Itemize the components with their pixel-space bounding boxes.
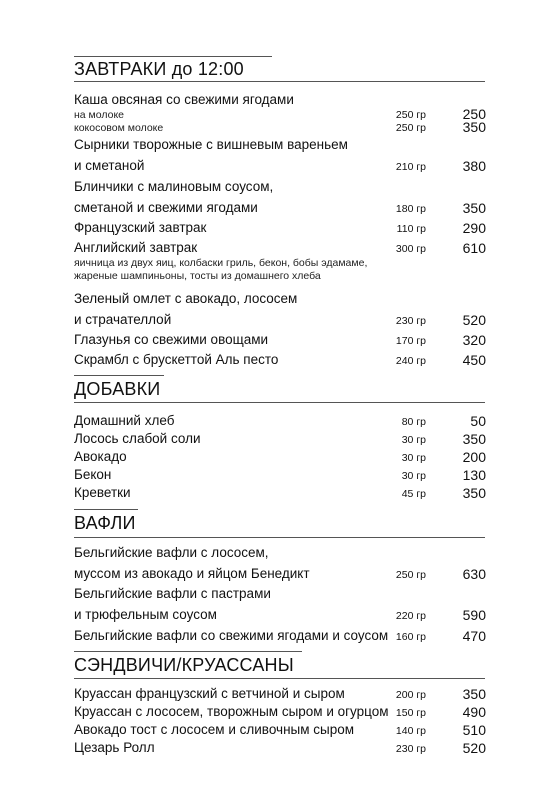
- menu-item-price: 510: [462, 722, 486, 738]
- menu-item-price: 350: [462, 200, 486, 216]
- menu-item-name: кокосовом молоке: [74, 122, 164, 134]
- menu-item-name: Круассан французский с ветчиной и сыром: [74, 686, 345, 701]
- section-title-breakfast: ЗАВТРАКИ до 12:00: [74, 59, 244, 79]
- menu-item-name: Скрамбл с брускеттой Аль песто: [74, 352, 279, 367]
- section-rule-top-sandwiches: [74, 651, 302, 652]
- menu-item-weight: 230 гр: [395, 315, 426, 327]
- menu-item-name: Бельгийские вафли со свежими ягодами и соусом: [74, 628, 389, 643]
- menu-item-price: 350: [462, 686, 486, 702]
- menu-item-name: Глазунья со свежими овощами: [74, 332, 269, 347]
- section-rule-top-extras: [74, 375, 164, 376]
- menu-item-price: 350: [462, 485, 486, 501]
- menu-item-description: жареные шампиньоны, тосты из домашнего хлеба: [74, 270, 321, 282]
- menu-item-name: Лосось слабой соли: [74, 431, 201, 446]
- section-rule-bottom-extras: [74, 402, 485, 403]
- section-title-sandwiches: СЭНДВИЧИ/КРУАССАНЫ: [74, 655, 294, 675]
- menu-item-name: Сырники творожные с вишневым вареньем: [74, 137, 348, 152]
- menu-item-price: 290: [462, 220, 486, 236]
- section-rule-top-breakfast: [74, 56, 272, 57]
- menu-item-price: 380: [462, 158, 486, 174]
- menu-item-name: Бельгийские вафли с лососем,: [74, 545, 269, 560]
- menu-item-price: 590: [462, 607, 486, 623]
- menu-item-name: Бельгийские вафли с пастрами: [74, 586, 271, 601]
- menu-item-name: муссом из авокадо и яйцом Бенедикт: [74, 566, 310, 581]
- menu-item-weight: 250 гр: [395, 569, 426, 581]
- menu-item-weight: 200 гр: [395, 689, 426, 701]
- menu-item-price: 520: [462, 740, 486, 756]
- menu-item-price: 350: [462, 431, 486, 447]
- menu-item-name: и сметаной: [74, 158, 145, 173]
- menu-item-weight: 30 гр: [401, 452, 426, 464]
- menu-item-name: Бекон: [74, 467, 112, 482]
- menu-item-name: Авокадо тост с лососем и сливочным сыром: [74, 722, 355, 737]
- menu-item-weight: 180 гр: [395, 203, 426, 215]
- menu-item-price: 490: [462, 704, 486, 720]
- menu-item-weight: 250 гр: [395, 122, 426, 134]
- menu-item-name: на молоке: [74, 109, 125, 121]
- menu-item-description: яичница из двух яиц, колбаски гриль, бекон, бобы эдамаме,: [74, 257, 368, 269]
- section-rule-bottom-breakfast: [74, 81, 485, 82]
- menu-item-weight: 140 гр: [395, 725, 426, 737]
- menu-item-price: 470: [462, 628, 486, 644]
- menu-item-weight: 30 гр: [401, 434, 426, 446]
- menu-item-name: и трюфельным соусом: [74, 607, 217, 622]
- menu-item-weight: 210 гр: [395, 161, 426, 173]
- section-rule-bottom-sandwiches: [74, 678, 485, 679]
- section-rule-top-waffles: [74, 509, 138, 510]
- menu-item-name: Креветки: [74, 485, 131, 500]
- section-title-extras: ДОБАВКИ: [74, 379, 161, 399]
- menu-item-name: сметаной и свежими ягодами: [74, 200, 258, 215]
- menu-item-name: Зеленый омлет с авокадо, лососем: [74, 291, 298, 306]
- menu-item-name: и страчателлой: [74, 312, 172, 327]
- menu-item-name: Круассан с лососем, творожным сыром и огурцом: [74, 704, 389, 719]
- section-title-waffles: ВАФЛИ: [74, 513, 136, 533]
- menu-item-price: 630: [462, 566, 486, 582]
- menu-item-price: 130: [462, 467, 486, 483]
- menu-item-price: 350: [462, 119, 486, 135]
- menu-item-weight: 30 гр: [401, 470, 426, 482]
- menu-item-name: Цезарь Ролл: [74, 740, 155, 755]
- menu-item-weight: 110 гр: [396, 223, 426, 235]
- menu-item-weight: 230 гр: [395, 743, 426, 755]
- menu-item-price: 200: [462, 449, 486, 465]
- menu-item-price: 450: [462, 352, 486, 368]
- section-rule-bottom-waffles: [74, 537, 485, 538]
- menu-item-name: Домашний хлеб: [74, 413, 175, 428]
- menu-item-price: 610: [462, 240, 486, 256]
- menu-item-weight: 240 гр: [395, 355, 426, 367]
- menu-item-price: 520: [462, 312, 486, 328]
- menu-item-weight: 160 гр: [395, 631, 426, 643]
- menu-item-weight: 150 гр: [395, 707, 426, 719]
- menu-item-weight: 250 гр: [395, 109, 426, 121]
- menu-item-weight: 45 гр: [401, 488, 426, 500]
- menu-item-weight: 220 гр: [395, 610, 426, 622]
- menu-item-weight: 80 гр: [401, 416, 426, 428]
- menu-item-name: Каша овсяная со свежими ягодами: [74, 92, 294, 107]
- menu-item-name: Французский завтрак: [74, 220, 207, 235]
- menu-item-name: Английский завтрак: [74, 240, 198, 255]
- menu-item-weight: 170 гр: [395, 335, 426, 347]
- menu-item-price: 250: [462, 106, 486, 122]
- menu-item-name: Авокадо: [74, 449, 127, 464]
- menu-item-weight: 300 гр: [395, 243, 426, 255]
- menu-item-name: Блинчики с малиновым соусом,: [74, 179, 274, 194]
- menu-item-price: 50: [470, 413, 486, 429]
- menu-item-price: 320: [462, 332, 486, 348]
